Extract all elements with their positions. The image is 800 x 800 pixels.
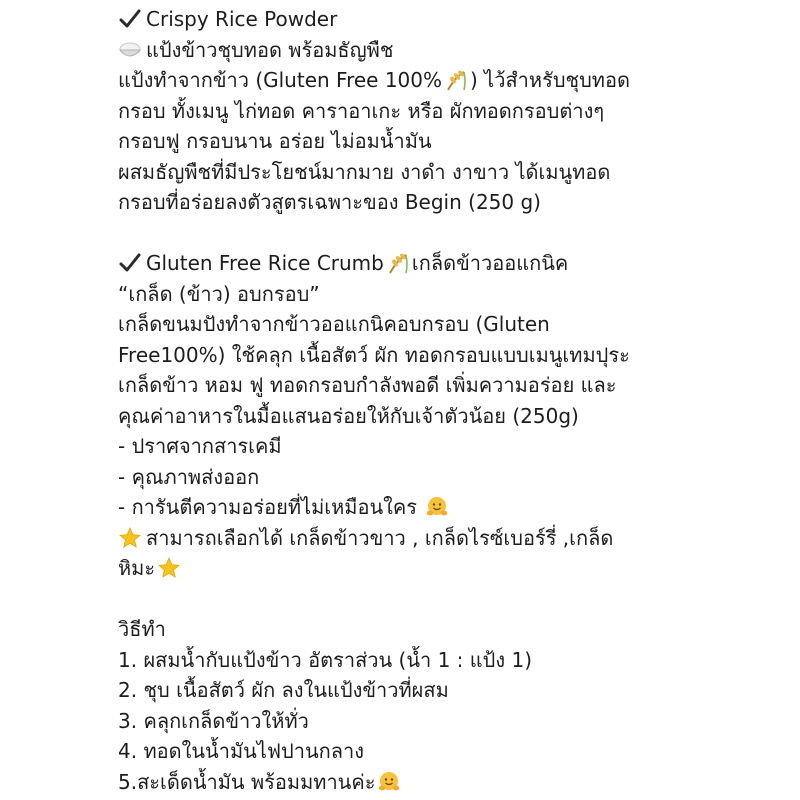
section2-options-line xyxy=(118,523,800,554)
method-step-4: 4. ทอดในน้ำมันไฟปานกลาง xyxy=(118,739,364,763)
section1-line1-part-b: ) ไว้สำหรับชุบทอด xyxy=(470,68,630,92)
section2-text-line-3: เกล็ดข้าว หอม ฟู ทอดกรอบกำลังพอดี เพิ่มความอร่อย และ xyxy=(118,373,617,397)
section2-title-part-b: เกล็ดข้าวออแกนิค xyxy=(411,251,569,275)
check-mark-icon xyxy=(118,7,142,31)
method-step-5-line xyxy=(118,767,800,798)
method-step-1: 1. ผสมน้ำกับแป้งข้าว อัตราส่วน (น้ำ 1 : แป้ง 1) xyxy=(118,647,533,672)
spacer xyxy=(118,584,800,615)
check-mark-icon xyxy=(118,251,142,275)
section1-text-line-5: กรอบที่อร่อยลงตัวสูตรเฉพาะของ Begin (250 g) xyxy=(118,190,541,214)
star-icon xyxy=(118,526,142,550)
section1-text-line-4: ผสมธัญพืชที่มีประโยชน์มากมาย งาดำ งาขาว ได้เมนูทอด xyxy=(118,159,611,184)
section2-options-line-2 xyxy=(118,553,800,584)
star-icon xyxy=(157,556,181,580)
section2-text-line-2: Free100%) ใช้คลุก เนื้อสัตว์ ผัก ทอดกรอบแบบเมนูเทมปุระ xyxy=(118,342,630,367)
hugging-face-icon xyxy=(377,770,401,794)
section1-subtitle: แป้งข้าวชุบทอด พร้อมธัญพืช xyxy=(146,37,394,62)
section2-bullet-3-line xyxy=(118,492,800,523)
section1-title: Crispy Rice Powder xyxy=(146,7,338,31)
section2-bullet-1: - ปราศจากสารเคมี xyxy=(118,434,282,458)
section1-text-line-3: กรอบฟู กรอบนาน อร่อย ไม่อมน้ำมัน xyxy=(118,129,432,153)
section2-options-text-2: หิมะ xyxy=(118,556,156,580)
method-title: วิธีทำ xyxy=(118,617,166,641)
section1-text-line-2: กรอบ ทั้งเมนู ไก่ทอด คาราอาเกะ หรือ ผักทอดกรอบต่างๆ xyxy=(118,98,605,123)
section1-subtitle-line xyxy=(118,35,800,66)
section1-line1-part-a: แป้งทำจากข้าว (Gluten Free 100% xyxy=(118,68,443,92)
method-step-3: 3. คลุกเกล็ดข้าวให้ทั่ว xyxy=(118,708,309,733)
section2-text-line-4: คุณค่าอาหารในมื้อแสนอร่อยให้กับเจ้าตัวน้อย (250g) xyxy=(118,403,579,428)
section2-title-part-a: Gluten Free Rice Crumb xyxy=(146,251,384,275)
section2-quote: “เกล็ด (ข้าว) อบกรอบ” xyxy=(118,281,320,306)
rice-stalk-icon xyxy=(386,251,410,275)
section2-bullet-2: - คุณภาพส่งออก xyxy=(118,464,260,489)
method-step-2: 2. ชุบ เนื้อสัตว์ ผัก ลงในแป้งข้าวที่ผสม xyxy=(118,678,449,702)
section2-title-line xyxy=(118,248,800,279)
method-step-5: 5.สะเด็ดน้ำมัน พร้อมมทานค่ะ xyxy=(118,769,376,794)
rice-bowl-icon xyxy=(118,38,142,62)
section2-text-line-1: เกล็ดขนมปังทำจากข้าวออแกนิคอบกรอบ (Gluten xyxy=(118,312,550,336)
section2-bullet-3: - การันตีความอร่อยที่ไม่เหมือนใคร xyxy=(118,495,418,519)
hugging-face-icon xyxy=(425,495,449,519)
section1-text-line-1 xyxy=(118,65,800,96)
rice-stalk-icon xyxy=(444,68,468,92)
spacer xyxy=(118,218,800,249)
section1-title-line xyxy=(118,4,800,35)
section2-options-text: สามารถเลือกได้ เกล็ดข้าวขาว , เกล็ดไรซ์เบอร์รี่ ,เกล็ด xyxy=(146,525,614,550)
